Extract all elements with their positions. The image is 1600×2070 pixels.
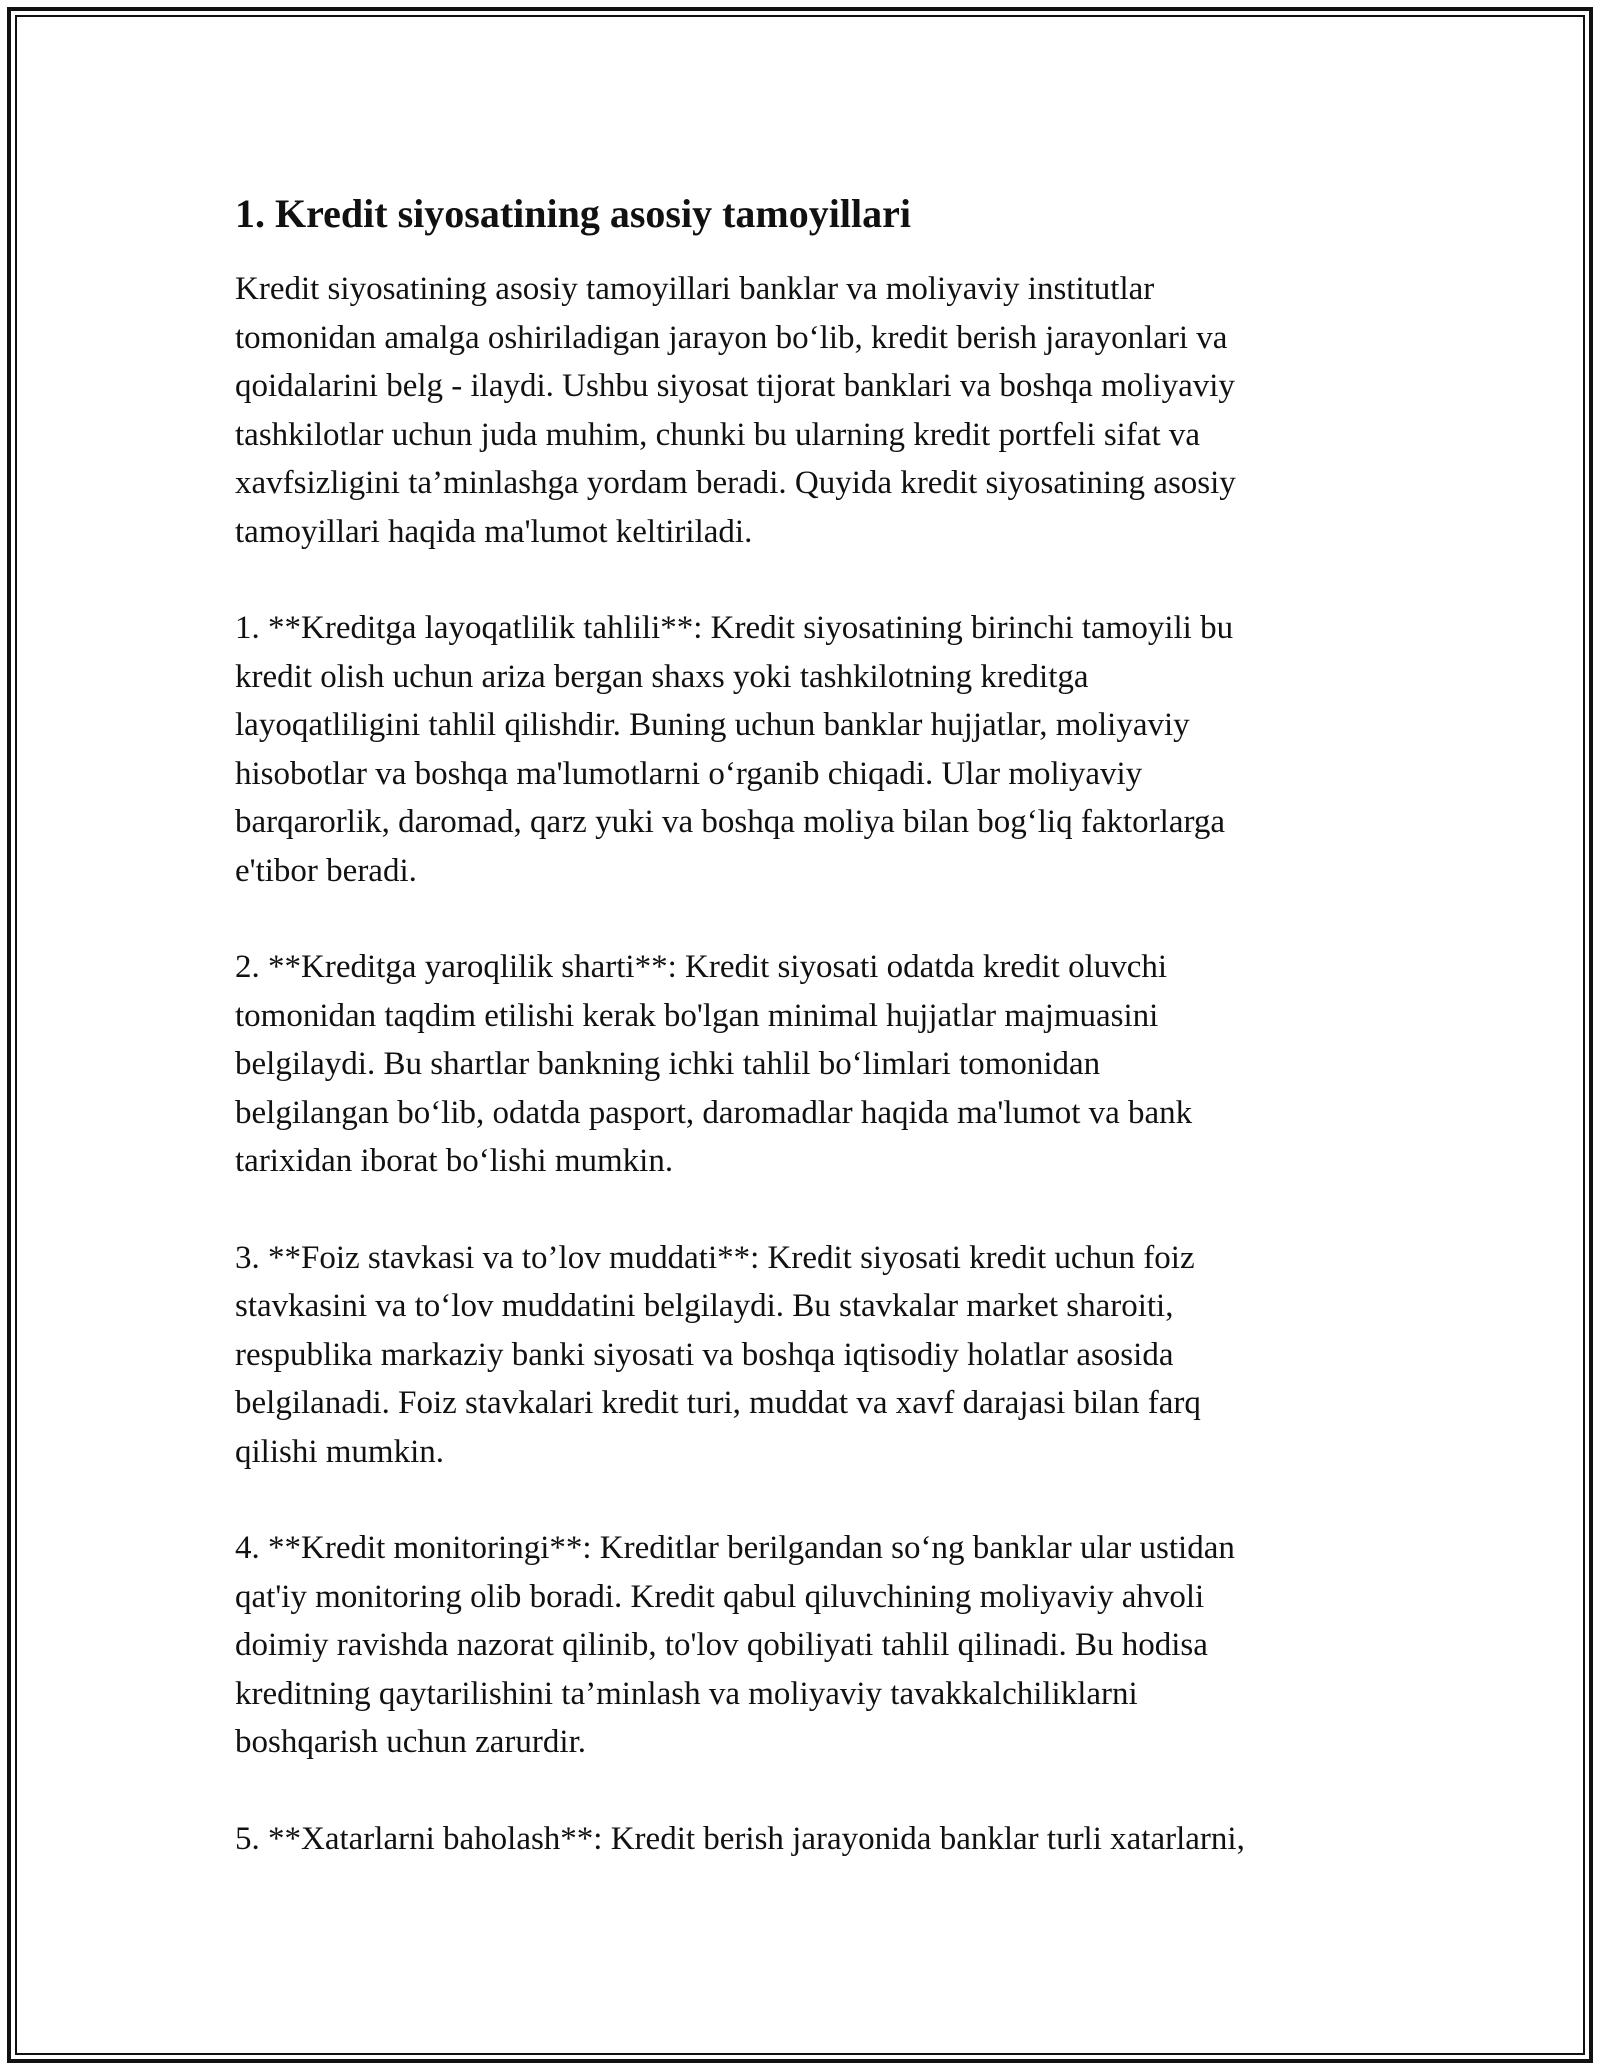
text-line: kredit olish uchun ariza bergan shaxs yoki tashkilotning kreditga	[235, 658, 1089, 695]
text-line: tashkilotlar uchun juda muhim, chunki bu ularning kredit portfeli sifat va	[235, 416, 1201, 453]
principle-3-paragraph	[235, 1234, 1370, 1477]
text-line: qoidalarini belg - ilaydi. Ushbu siyosat tijorat banklari va boshqa moliyaviy	[235, 368, 1235, 404]
text-line: tarixidan iborat bo‘lishi mumkin.	[235, 1143, 674, 1179]
text-line: 5. **Xatarlarni baholash**: Kredit berish jarayonida banklar turli xatarlarni,	[235, 1820, 1245, 1857]
text-line: hisobotlar va boshqa ma'lumotlarni o‘rganib chiqadi. Ular moliyaviy	[235, 755, 1143, 792]
text-line: 1. **Kreditga layoqatlilik tahlili**: Kredit siyosatining birinchi tamoyili bu	[235, 610, 1234, 646]
principle-2-paragraph	[235, 943, 1370, 1186]
text-line: xavfsizligini ta’minlashga yordam beradi. Quyida kredit siyosatining asosiy	[235, 465, 1236, 501]
text-line: qilishi mumkin.	[235, 1433, 445, 1470]
text-line: belgilanadi. Foiz stavkalari kredit turi, muddat va xavf darajasi bilan farq	[235, 1385, 1201, 1421]
text-line: Kredit siyosatining asosiy tamoyillari banklar va moliyaviy institutlar	[235, 271, 1155, 307]
principle-1-paragraph	[235, 604, 1370, 895]
text-line: respublika markaziy banki siyosati va boshqa iqtisodiy holatlar asosida	[235, 1336, 1174, 1373]
text-line: tamoyillari haqida ma'lumot keltiriladi.	[235, 513, 753, 550]
text-line: kreditning qaytarilishini ta’minlash va moliyaviy tavakkalchiliklarni	[235, 1675, 1138, 1712]
text-line: tomonidan amalga oshiriladigan jarayon bo‘lib, kredit berish jarayonlari va	[235, 319, 1228, 356]
text-line: tomonidan taqdim etilishi kerak bo'lgan minimal hujjatlar majmuasini	[235, 997, 1159, 1034]
principle-4-paragraph	[235, 1524, 1370, 1767]
section-heading: 1. Kredit siyosatining asosiy tamoyillari	[235, 191, 911, 236]
text-line: boshqarish uchun zarurdir.	[235, 1724, 586, 1760]
text-line: belgilaydi. Bu shartlar bankning ichki tahlil bo‘limlari tomonidan	[235, 1046, 1101, 1082]
text-line: 2. **Kreditga yaroqlilik sharti**: Kredit siyosati odatda kredit oluvchi	[235, 949, 1168, 985]
text-line: e'tibor beradi.	[235, 852, 417, 889]
principle-5-paragraph	[235, 1815, 1370, 1864]
text-line: doimiy ravishda nazorat qilinib, to'lov qobiliyati tahlil qilinadi. Bu hodisa	[235, 1627, 1208, 1663]
text-line: barqarorlik, daromad, qarz yuki va boshqa moliya bilan bog‘liq faktorlarga	[235, 804, 1225, 840]
document-page	[235, 183, 1370, 1911]
intro-paragraph	[235, 265, 1370, 556]
text-line: layoqatliligini tahlil qilishdir. Buning uchun banklar hujjatlar, moliyaviy	[235, 707, 1190, 743]
text-line: stavkasini va to‘lov muddatini belgilaydi. Bu stavkalar market sharoiti,	[235, 1288, 1174, 1324]
text-line: qat'iy monitoring olib boradi. Kredit qabul qiluvchining moliyaviy ahvoli	[235, 1578, 1205, 1615]
text-line: 3. **Foiz stavkasi va to’lov muddati**: Kredit siyosati kredit uchun foiz	[235, 1239, 1195, 1276]
text-line: 4. **Kredit monitoringi**: Kreditlar berilgandan so‘ng banklar ular ustidan	[235, 1530, 1235, 1566]
text-line: belgilangan bo‘lib, odatda pasport, daromadlar haqida ma'lumot va bank	[235, 1094, 1193, 1131]
